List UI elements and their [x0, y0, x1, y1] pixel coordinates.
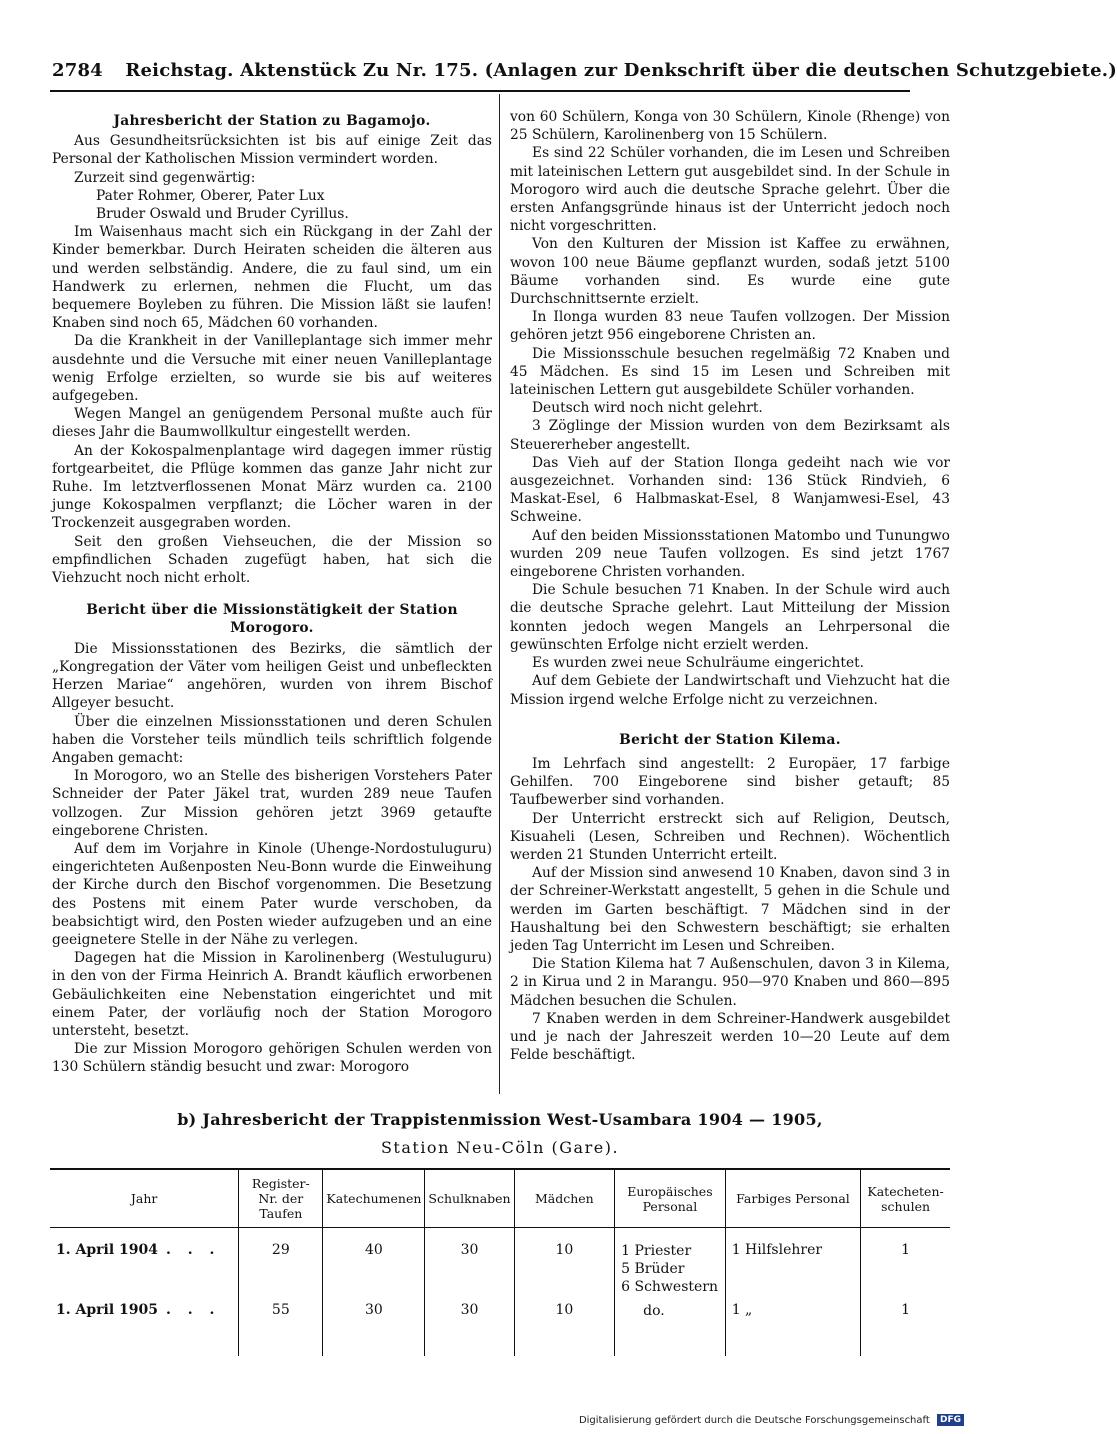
column-header: Mädchen	[514, 1169, 615, 1228]
paragraph: Die Missionsschule besuchen regelmäßig 72 Knaben und 45 Mädchen. Es sind 15 im Lesen und Schreiben mit lateinischen Lettern gut ausgebildete Schüler vorhanden.	[510, 345, 950, 399]
paragraph: Das Vieh auf der Station Ilonga gedeiht nach wie vor ausgezeichnet. Vorhanden sind: 136 Stück Rindvieh, 6 Maskat-Esel, 6 Halbmaskat-Esel, 8 Wanjamwesi-Esel, 43 Schweine.	[510, 454, 950, 526]
column-header: Register-Nr. der Taufen	[239, 1169, 323, 1228]
paragraph: Auf dem Gebiete der Landwirtschaft und Viehzucht hat die Mission irgend welche Erfolge nicht zu verzeichnen.	[510, 673, 950, 708]
paragraph: In Ilonga wurden 83 neue Taufen vollzogen. Der Mission gehören jetzt 956 eingeborene Christen an.	[510, 309, 950, 344]
personnel-line: Bruder Oswald und Bruder Cyrillus.	[96, 206, 349, 223]
table-cell	[615, 1228, 726, 1301]
staff-line: do.	[643, 1303, 665, 1319]
paragraph: Über die einzelnen Missionsstationen und deren Schulen haben die Vorsteher teils mündlich teils schriftlich folgende Angaben gemacht:	[52, 713, 492, 766]
paragraph: In Morogoro, wo an Stelle des bisherigen Vorstehers Pater Schneider der Pater Jäkel trat, wurden 289 neue Taufen vollzogen. Zur Mission gehören jetzt 3969 getaufte eingeborene Christen.	[52, 768, 492, 839]
table-cell	[50, 1228, 239, 1301]
staff-line: 1 Priester	[621, 1243, 692, 1259]
table-header-row	[50, 1169, 950, 1228]
table-cell: 40	[323, 1228, 425, 1301]
leader-dots: . . .	[166, 1302, 221, 1318]
paragraph: Zurzeit sind gegenwärtig:	[74, 169, 256, 186]
table-cell: 1	[901, 1242, 911, 1258]
table-cell: 30	[425, 1300, 514, 1356]
paragraph: Auf dem im Vorjahre in Kinole (Uhenge-Nordostuluguru) eingerichteten Außenposten Neu-Bonn wurde die Einweihung der Kirche durch den Bischof vorgenommen. Die Besetzung des Postens mit einem Pater wurde verschoben, da beabsichtigt wird, den Posten wieder aufzugeben und an eine geeignetere Stelle in der Nähe zu verlegen.	[52, 840, 492, 948]
column-divider	[499, 94, 500, 1094]
paragraph: Die Missionsstationen des Bezirks, die sämtlich der „Kongregation der Väter vom heiligen Geist und unbefleckten Herzen Mariae“ angehören, wurden von ihrem Bischof Allgeyer besucht.	[52, 640, 492, 712]
paragraph: Der Unterricht erstreckt sich auf Religion, Deutsch, Kisuaheli (Lesen, Schreiben und Rechnen). Wöchentlich werden 21 Stunden Unterricht erteilt.	[510, 810, 950, 863]
staff-line: 6 Schwestern	[621, 1279, 719, 1295]
column-header: Farbiges Personal	[725, 1169, 860, 1228]
paragraph: Auf der Mission sind anwesend 10 Knaben, davon sind 3 in der Schreiner-Werkstatt angestellt, 5 gehen in die Schule und werden im Garten beschäftigt. 7 Mädchen sind in der Haushaltung bei den Schwestern beschäftigt; sie erhalten jeden Tag Unterricht im Lesen und Schreiben.	[510, 865, 950, 954]
header-title: Reichstag. Aktenstück Zu Nr. 175. (Anlagen zur Denkschrift über die deutschen Schutzgebiete.)	[125, 60, 1117, 81]
table-cell	[615, 1300, 726, 1356]
table-cell: 55	[239, 1300, 323, 1356]
paragraph: Die zur Mission Morogoro gehörigen Schulen werden von 130 Schülern ständig besucht und zwar: Morogoro	[52, 1041, 492, 1076]
table-cell: 30	[323, 1300, 425, 1356]
year-label: 1. April 1905	[56, 1302, 158, 1318]
year-label: 1. April 1904	[56, 1242, 158, 1258]
left-column	[52, 108, 492, 1077]
paragraph: Die Station Kilema hat 7 Außenschulen, davon 3 in Kilema, 2 in Kirua und 2 in Marangu. 950—970 Knaben und 860—895 Mädchen besuchen die Schulen.	[510, 956, 950, 1009]
table-cell: 10	[514, 1300, 615, 1356]
paragraph: Von den Kulturen der Mission ist Kaffee zu erwähnen, wovon 100 neue Bäume gepflanzt wurden, sodaß jetzt 5100 Bäume vorhanden sind. Es wurde eine gute Durchschnittsernte erzielt.	[510, 236, 950, 308]
section-heading-bagamojo: Jahresbericht der Station zu Bagamojo.	[113, 113, 431, 129]
column-header: Katechumenen	[323, 1169, 425, 1228]
staff-line: 5 Brüder	[621, 1261, 685, 1277]
paragraph: von 60 Schülern, Konga von 30 Schülern, Kinole (Rhenge) von 25 Schülern, Karolinenberg von 15 Schülern.	[510, 109, 950, 144]
table-row	[50, 1300, 950, 1356]
credit-text: Digitalisierung gefördert durch die Deutsche Forschungsgemeinschaft	[578, 1415, 930, 1426]
column-header: Katecheten-schulen	[861, 1169, 950, 1228]
paragraph: Die Schule besuchen 71 Knaben. In der Schule wird auch die deutsche Sprache gelehrt. Laut Mitteilung der Mission konnten jedoch wegen Mangels an Lehrpersonal die gewünschten Erfolge nicht erzielt werden.	[510, 582, 950, 653]
digitization-credit	[579, 1414, 964, 1426]
paragraph: Im Lehrfach sind angestellt: 2 Europäer, 17 farbige Gehilfen. 700 Eingeborene sind bisher getauft; 85 Taufbewerber sind vorhanden.	[510, 755, 950, 809]
paragraph: Wegen Mangel an genügendem Personal mußte auch für dieses Jahr die Baumwollkultur eingestellt werden.	[52, 406, 492, 441]
paragraph: Es sind 22 Schüler vorhanden, die im Lesen und Schreiben mit lateinischen Lettern gut ausgebildet sind. In der Schule in Morogoro wird auch die deutsche Sprache gelehrt. Über die ersten Anfangsgründe hinaus ist der Unterricht jedoch noch nicht vorgeschritten.	[510, 145, 950, 235]
paragraph: Im Waisenhaus macht sich ein Rückgang in der Zahl der Kinder bemerkbar. Durch Heiraten scheiden die älteren aus und werden selbständig. Andere, die zu faul sind, um ein Handwerk zu erlernen, nehmen die Flucht, um das bequemere Boyleben zu führen. Die Mission läßt sie laufen! Knaben sind noch 65, Mädchen 60 vorhanden.	[52, 224, 492, 332]
leader-dots: . . .	[166, 1242, 221, 1258]
column-header: Schulknaben	[425, 1169, 514, 1228]
paragraph: Da die Krankheit in der Vanilleplantage sich immer mehr ausdehnte und die Versuche mit einer neuen Vanilleplantage wenig Erfolge erzielten, so wurde sie bis auf weiteres aufgegeben.	[52, 333, 492, 405]
right-column	[510, 108, 950, 1064]
section-b-subtitle: Station Neu-Cöln (Gare).	[380, 1138, 620, 1157]
table-cell	[50, 1300, 239, 1356]
section-heading-kilema: Bericht der Station Kilema.	[619, 731, 841, 748]
paragraph: Dagegen hat die Mission in Karolinenberg (Westuluguru) in den von der Firma Heinrich A. Brandt käuflich erworbenen Gebäulichkeiten eine Nebenstation eingerichtet und mit einem Pater, der vorläufig noch der Station Morogoro untersteht, besetzt.	[52, 950, 492, 1039]
section-b-title: b) Jahresbericht der Trappistenmission West-Usambara 1904 — 1905,	[177, 1110, 823, 1129]
paragraph: An der Kokospalmenplantage wird dagegen immer rüstig fortgearbeitet, die Pflüge kommen das ganze Jahr nicht zur Ruhe. Im letztverflossenen Monat März wurden ca. 2100 junge Kokospalmen verpflanzt; die Löcher waren in der Trockenzeit ausgegraben worden.	[52, 442, 492, 532]
paragraph: Aus Gesundheitsrücksichten ist bis auf einige Zeit das Personal der Katholischen Mission vermindert worden.	[52, 133, 492, 168]
paragraph: Seit den großen Viehseuchen, die der Mission so empfindlichen Schaden zugefügt haben, hat sich die Viehzucht noch nicht erholt.	[52, 533, 492, 587]
statistics-table	[50, 1168, 950, 1356]
paragraph: Auf den beiden Missionsstationen Matombo und Tunungwo wurden 209 neue Taufen vollzogen. Es sind jetzt 1767 eingeborene Christen vorhanden.	[510, 527, 950, 581]
table-cell: 10	[514, 1228, 615, 1301]
paragraph: 3 Zöglinge der Mission wurden von dem Bezirksamt als Steuererheber angestellt.	[510, 418, 950, 453]
dfg-logo: DFG	[937, 1414, 964, 1426]
personnel-line: Pater Rohmer, Oberer, Pater Lux	[96, 187, 325, 204]
column-header: Europäisches Personal	[615, 1169, 726, 1228]
paragraph: 7 Knaben werden in dem Schreiner-Handwerk ausgebildet und je nach der Jahreszeit werden 10—20 Leute auf dem Felde beschäftigt.	[510, 1010, 950, 1064]
paragraph: Es wurden zwei neue Schulräume eingerichtet.	[532, 655, 865, 672]
paragraph: Deutsch wird noch nicht gelehrt.	[532, 400, 763, 417]
page-number: 2784	[52, 60, 103, 81]
section-heading-morogoro: Bericht über die Missionstätigkeit der Station Morogoro.	[86, 602, 458, 637]
table-cell: 30	[425, 1228, 514, 1301]
table-cell: 1 Hilfslehrer	[725, 1228, 860, 1301]
table-cell: 1	[901, 1302, 911, 1318]
table-cell: 29	[239, 1228, 323, 1301]
running-header	[52, 60, 1117, 81]
table-row	[50, 1228, 950, 1301]
header-rule	[50, 90, 910, 92]
column-header: Jahr	[50, 1169, 239, 1228]
table-cell: 1 „	[725, 1300, 860, 1356]
